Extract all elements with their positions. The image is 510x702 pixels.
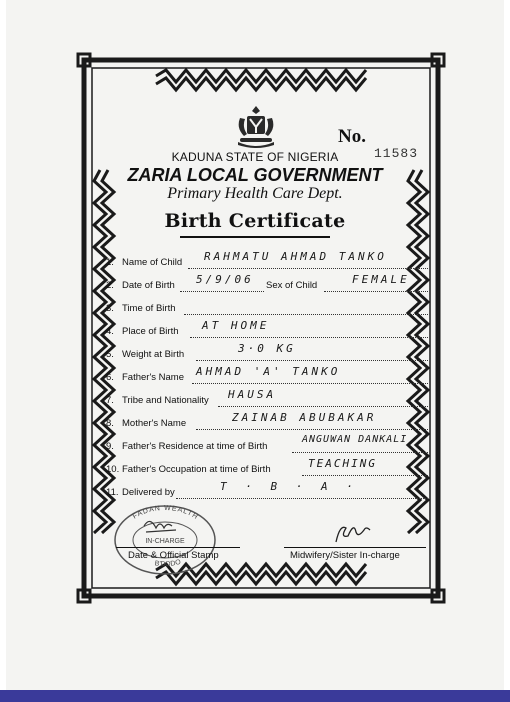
coat-of-arms-icon <box>234 104 278 148</box>
field-row-tribe-and-nationality <box>106 395 209 406</box>
field-label: Name of Child <box>122 257 183 268</box>
field-line <box>196 360 428 361</box>
field-value-fathers-residence: ANGUWAN DANKALI <box>302 434 408 445</box>
field-line <box>292 452 428 453</box>
field-number: 4. <box>106 326 114 337</box>
field-value-date-of-birth: 5/9/06 <box>196 273 254 286</box>
field-row-delivered-by <box>106 487 175 498</box>
date-official-stamp-label: Date & Official Stamp <box>128 550 219 561</box>
field-number: 3. <box>106 303 114 314</box>
field-label: Father's Residence at time of Birth <box>122 441 268 452</box>
field-row-weight-at-birth <box>106 349 184 360</box>
department-heading: Primary Health Care Dept. <box>167 185 343 202</box>
field-label: Place of Birth <box>122 326 179 337</box>
field-line <box>192 383 428 384</box>
certificate-page <box>6 0 504 690</box>
field-number: 8. <box>106 418 114 429</box>
field-label: Father's Occupation at time of Birth <box>122 464 271 475</box>
field-label: Delivered by <box>122 487 175 498</box>
state-heading: KADUNA STATE OF NIGERIA <box>171 150 339 164</box>
field-value-weight-at-birth: 3·0 KG <box>238 342 296 355</box>
field-line <box>218 406 428 407</box>
midwife-signature <box>332 520 372 548</box>
certificate-number: 11583 <box>374 146 419 161</box>
field-label: Time of Birth <box>122 303 176 314</box>
field-row-time-of-birth <box>106 303 176 314</box>
field-label: Date of Birth <box>122 280 175 291</box>
stamp-signature-line <box>116 547 240 548</box>
field-row-fathers-name <box>106 372 184 383</box>
field-row-fathers-occupation <box>106 464 271 475</box>
certificate-title: Birth Certificate <box>164 210 346 232</box>
field-number: 6. <box>106 372 114 383</box>
field-label: Sex of Child <box>266 280 318 291</box>
field-label: Tribe and Nationality <box>122 395 209 406</box>
field-line <box>324 291 428 292</box>
field-number: 1. <box>106 257 114 268</box>
stamp-top-text: FADAN WEALTH <box>131 504 200 522</box>
stamp-middle-text: IN-CHARGE <box>145 538 185 545</box>
official-stamp <box>110 500 220 578</box>
field-value-tribe-and-nationality: HAUSA <box>228 388 277 401</box>
field-label: Weight at Birth <box>122 349 185 360</box>
svg-text:FADAN WEALTH <box>132 505 200 521</box>
field-number: 7. <box>106 395 114 406</box>
field-line <box>188 268 428 269</box>
stamp-bottom-text: B'DODO <box>154 558 182 569</box>
field-row-date-of-birth <box>106 280 175 291</box>
field-line <box>176 498 428 499</box>
field-line <box>302 475 428 476</box>
midwife-signature-line <box>284 547 426 548</box>
title-underline <box>180 236 330 238</box>
field-line <box>180 291 264 292</box>
lga-heading: ZARIA LOCAL GOVERNMENT <box>127 165 383 185</box>
field-number: 11. <box>106 487 119 498</box>
field-value-fathers-occupation: TEACHING <box>308 457 377 470</box>
field-row-mothers-name <box>106 418 186 429</box>
field-line <box>196 429 428 430</box>
scanner-edge-strip <box>0 690 510 702</box>
field-label: Father's Name <box>122 372 185 383</box>
field-label: Mother's Name <box>122 418 187 429</box>
field-line <box>190 337 428 338</box>
field-number: 2. <box>106 280 114 291</box>
field-value-delivered-by: T · B · A · <box>220 480 359 493</box>
midwifery-sister-label: Midwifery/Sister In-charge <box>290 550 400 561</box>
field-value-sex-of-child: FEMALE <box>352 273 410 286</box>
field-number: 10. <box>106 464 120 475</box>
field-number: 9. <box>106 441 114 452</box>
field-row-name-of-child <box>106 257 182 268</box>
field-value-mothers-name: ZAINAB ABUBAKAR <box>232 411 377 424</box>
field-line <box>184 314 428 315</box>
certificate-number-label: No. <box>338 126 366 147</box>
field-value-fathers-name: AHMAD 'A' TANKO <box>196 365 341 378</box>
field-row-fathers-residence <box>106 441 267 452</box>
field-value-place-of-birth: AT HOME <box>202 319 270 332</box>
field-value-name-of-child: RAHMATU AHMAD TANKO <box>204 250 387 263</box>
field-row-sex-of-child <box>266 280 317 291</box>
field-row-place-of-birth <box>106 326 179 337</box>
field-number: 5. <box>106 349 114 360</box>
